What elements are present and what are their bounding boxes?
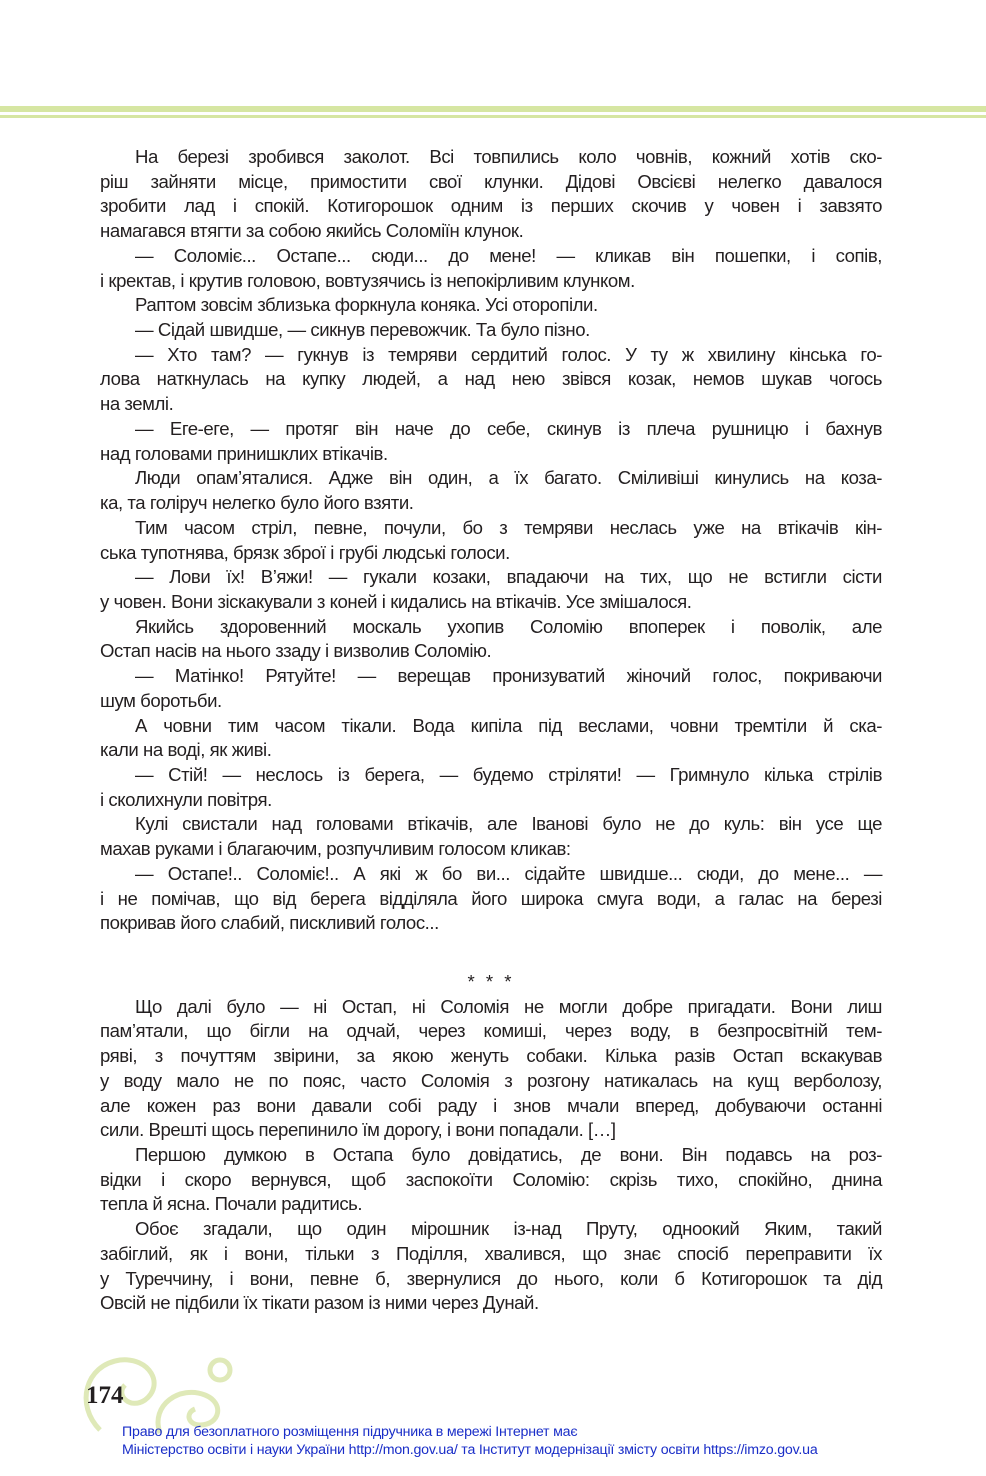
text-line: Овсій не підбили їх тікати разом із ними через Дунай. <box>100 1292 539 1314</box>
text-line: у човен. Вони зіскакували з коней і кидались на втікачів. Усе змішалося. <box>100 590 692 612</box>
text-line: у Туреччину, і вони, певне б, звернулися до нього, коли б Котигорошок та дід <box>100 1267 882 1289</box>
text-line: на землі. <box>100 393 174 415</box>
text-line: — Матінко! Рятуйте! — верещав пронизуватий жіночий голос, покриваючи <box>135 665 882 687</box>
page-number: 174 <box>86 1382 124 1409</box>
text-line: — Соломіє... Остапе... сюди... до мене! — кликав він пошепки, і сопів, <box>135 244 882 266</box>
footer-rights-line-2: Міністерство освіти і науки України http://mon.gov.ua/ та Інститут модернізації змісту освіти https://imzo.gov.ua <box>122 1442 818 1458</box>
text-line: тепла й ясна. Почали радитись. <box>100 1193 363 1215</box>
text-line: і кректав, і крутив головою, вовтузячись із непокірливим клунком. <box>100 269 635 291</box>
text-line: Якийсь здоровенний москаль ухопив Соломію впоперек і поволік, але <box>135 615 882 637</box>
text-line: кали на воді, як живі. <box>100 739 272 761</box>
text-line: ріш зайняти місце, примостити свої клунки. Дідові Овсієві нелегко давалося <box>100 170 882 192</box>
section-separator: * * * <box>467 971 515 992</box>
text-line: Що далі було — ні Остап, ні Соломія не могли добре пригадати. Вони лиш <box>135 995 882 1017</box>
text-line: Тим часом стріл, певне, почули, бо з темряви неслась уже на втікачів кін- <box>135 516 882 538</box>
text-line: відки і скоро вернувся, щоб заспокоїти Соломію: скрізь тихо, спокійно, днина <box>100 1168 882 1190</box>
text-line: — Лови їх! В’яжи! — гукали козаки, впадаючи на тих, що не встигли сісти <box>135 566 882 588</box>
text-line: і сколихнули повітря. <box>100 788 272 810</box>
text-line: лова наткнулась на купку людей, а над нею звівся козак, немов шукав чогось <box>100 368 882 390</box>
header-rule-thin <box>0 115 986 118</box>
text-line: Кулі свистали над головами втікачів, але Іванові було не до куль: він усе ще <box>135 813 882 835</box>
text-line: Люди опам’яталися. Адже він один, а їх багато. Сміливіші кинулись на коза- <box>135 467 882 489</box>
text-line: забіглий, як і вони, тільки з Поділля, хвалився, що знає спосіб переправити їх <box>100 1242 882 1264</box>
header-rule <box>0 106 986 112</box>
text-line: А човни тим часом тікали. Вода кипіла під веслами, човни тремтіли й ска- <box>135 714 882 736</box>
text-line: сили. Врешті щось перепинило їм дорогу, і вони попадали. […] <box>100 1119 616 1141</box>
footer-rights-line-1: Право для безоплатного розміщення підручника в мережі Інтернет має <box>122 1424 578 1440</box>
text-line: — Стій! — неслось із берега, — будемо стріляти! — Гримнуло кілька стрілів <box>135 763 882 785</box>
text-line: Першою думкою в Остапа було довідатись, де вони. Він подавсь на роз- <box>135 1144 882 1166</box>
text-line: намагався втягти за собою якийсь Соломіїн клунок. <box>100 220 524 242</box>
text-line: — Хто там? — гукнув із темряви сердитий голос. У ту ж хвилину кінська го- <box>135 343 882 365</box>
text-line: пам’ятали, що бігли на одчай, через комиші, через воду, в безпросвітній тем- <box>100 1020 882 1042</box>
text-line: ряві, з почуттям звірини, за якою женуть собаки. Кілька разів Остап вскакував <box>100 1045 882 1067</box>
text-line: і не помічав, що від берега відділяла його широка смуга води, а галас на березі <box>100 887 882 909</box>
text-line: ка, та голіруч нелегко було його взяти. <box>100 492 414 514</box>
body-text <box>100 145 882 1316</box>
text-line: Раптом зовсім зблизька форкнула коняка. Усі оторопіли. <box>135 294 598 316</box>
text-line: махав руками і благаючим, розпучливим голосом кликав: <box>100 838 571 860</box>
text-line: — Еге-еге, — протяг він наче до себе, скинув із плеча рушницю і бахнув <box>135 417 882 439</box>
text-line: у воду мало не по пояс, часто Соломія з розгону натикалась на кущ верболозу, <box>100 1069 882 1091</box>
text-line: покривав його слабий, пискливий голос... <box>100 912 439 934</box>
text-line: але кожен раз вони давали собі раду і знов мчали вперед, добуваючи останні <box>100 1094 882 1116</box>
text-line: шум боротьби. <box>100 689 222 711</box>
text-line: — Сідай швидше, — сикнув перевожчик. Та було пізно. <box>135 319 590 341</box>
text-line: Обоє згадали, що один мірошник із-над Пруту, одноокий Яким, такий <box>135 1218 882 1240</box>
text-line: — Остапе!.. Соломіє!.. А які ж бо ви... сідайте швидше... сюди, до мене... — <box>135 862 882 884</box>
text-line: над головами принишклих втікачів. <box>100 442 388 464</box>
text-line: Остап насів на нього ззаду і визволив Соломію. <box>100 640 492 662</box>
text-line: На березі зробився заколот. Всі товпились коло човнів, кожний хотів ско- <box>135 146 882 167</box>
text-line: ська тупотнява, брязк зброї і грубі людські голоси. <box>100 541 510 563</box>
text-line: зробити лад і спокій. Котигорошок одним із перших скочив у човен і завзято <box>100 195 882 217</box>
